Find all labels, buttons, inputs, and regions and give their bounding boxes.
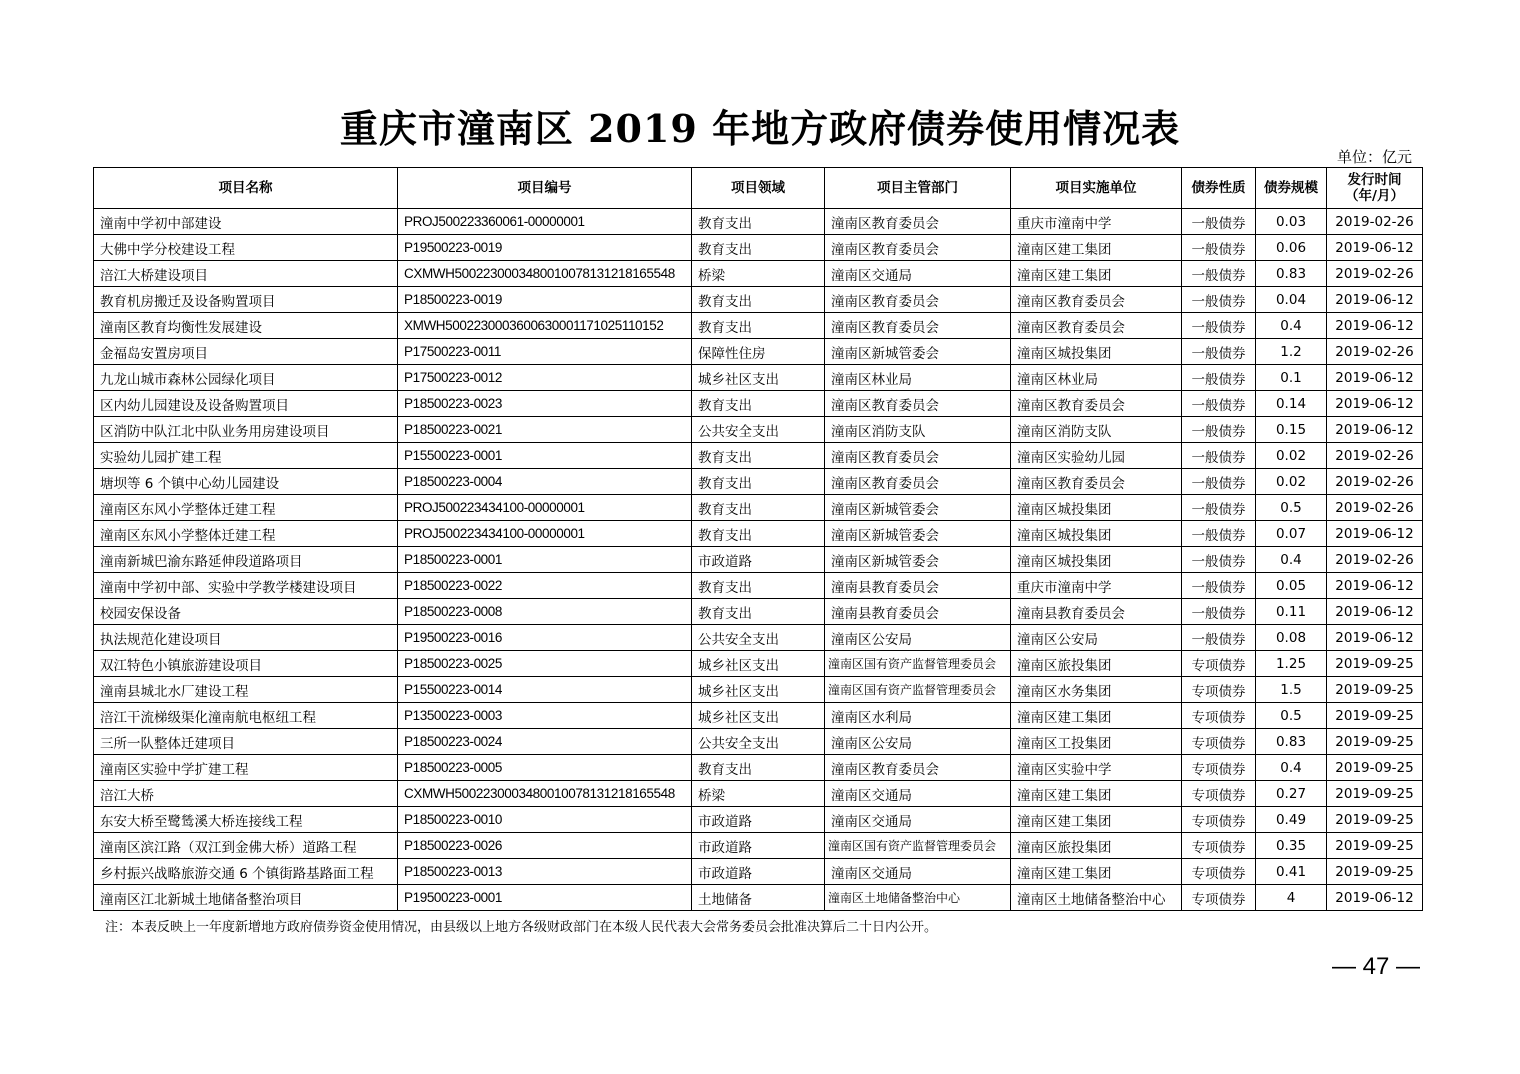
unit-label: 单位：亿元 [1336,148,1412,166]
cell-implementing-unit: 潼南区工投集团 [1011,729,1182,755]
table-row [94,859,1423,885]
cell-project-code: P17500223-0011 [398,339,692,365]
cell-issue-date: 2019-06-12 [1327,365,1423,391]
table-row [94,729,1423,755]
cell-issue-date: 2019-06-12 [1327,287,1423,313]
header-implementing-unit: 项目实施单位 [1011,168,1182,209]
table-row [94,547,1423,573]
cell-project-field: 教育支出 [692,235,825,261]
page-number: — 47 — [1331,953,1420,980]
table-row [94,599,1423,625]
cell-bond-scale: 0.41 [1256,859,1327,885]
cell-project-field: 教育支出 [692,755,825,781]
cell-project-name: 执法规范化建设项目 [94,625,398,651]
table-row [94,417,1423,443]
cell-bond-scale: 0.49 [1256,807,1327,833]
cell-project-code: P13500223-0003 [398,703,692,729]
cell-project-field: 市政道路 [692,859,825,885]
cell-project-name: 九龙山城市森林公园绿化项目 [94,365,398,391]
cell-bond-scale: 0.02 [1256,443,1327,469]
header-project-field: 项目领域 [692,168,825,209]
table-row [94,781,1423,807]
cell-implementing-unit: 潼南区实验中学 [1011,755,1182,781]
cell-bond-type: 专项债券 [1182,729,1256,755]
header-project-name: 项目名称 [94,168,398,209]
cell-bond-scale: 0.07 [1256,521,1327,547]
cell-project-field: 教育支出 [692,443,825,469]
table-row [94,469,1423,495]
cell-project-name: 潼南区江北新城土地储备整治项目 [94,885,398,911]
cell-bond-scale: 0.5 [1256,703,1327,729]
cell-project-field: 桥梁 [692,781,825,807]
cell-bond-scale: 0.83 [1256,261,1327,287]
table-row [94,235,1423,261]
cell-project-field: 城乡社区支出 [692,651,825,677]
cell-managing-dept: 潼南区国有资产监督管理委员会 [825,833,1011,859]
table-row [94,677,1423,703]
cell-implementing-unit: 潼南区建工集团 [1011,859,1182,885]
cell-project-name: 潼南中学初中部、实验中学教学楼建设项目 [94,573,398,599]
cell-bond-scale: 0.5 [1256,495,1327,521]
cell-project-field: 教育支出 [692,573,825,599]
cell-project-code: PROJ500223434100-00000001 [398,495,692,521]
table-row [94,651,1423,677]
cell-implementing-unit: 潼南区建工集团 [1011,781,1182,807]
cell-bond-scale: 0.04 [1256,287,1327,313]
header-issue-time-line2: （年/月） [1345,188,1404,204]
bond-usage-table [93,167,1423,911]
cell-bond-type: 一般债券 [1182,235,1256,261]
cell-issue-date: 2019-06-12 [1327,235,1423,261]
cell-project-code: P18500223-0026 [398,833,692,859]
cell-project-code: CXMWH50022300034800100781312181655​48 [398,261,692,287]
cell-issue-date: 2019-09-25 [1327,677,1423,703]
cell-issue-date: 2019-09-25 [1327,755,1423,781]
cell-bond-scale: 1.5 [1256,677,1327,703]
cell-issue-date: 2019-02-26 [1327,261,1423,287]
cell-bond-type: 专项债券 [1182,703,1256,729]
cell-project-field: 土地储备 [692,885,825,911]
cell-bond-scale: 0.02 [1256,469,1327,495]
cell-project-code: P18500223-0005 [398,755,692,781]
cell-project-name: 校园安保设备 [94,599,398,625]
cell-bond-type: 一般债券 [1182,339,1256,365]
cell-project-code: P19500223-0001 [398,885,692,911]
cell-bond-type: 一般债券 [1182,573,1256,599]
cell-issue-date: 2019-06-12 [1327,391,1423,417]
table-row [94,807,1423,833]
cell-bond-scale: 0.83 [1256,729,1327,755]
cell-project-field: 保障性住房 [692,339,825,365]
cell-project-field: 教育支出 [692,521,825,547]
cell-implementing-unit: 重庆市潼南中学 [1011,209,1182,235]
cell-project-code: P19500223-0016 [398,625,692,651]
cell-bond-scale: 0.4 [1256,755,1327,781]
cell-project-field: 教育支出 [692,287,825,313]
cell-project-name: 塘坝等 6 个镇中心幼儿园建设 [94,469,398,495]
cell-project-code: P19500223-0019 [398,235,692,261]
cell-managing-dept: 潼南区教育委员会 [825,755,1011,781]
cell-bond-type: 一般债券 [1182,391,1256,417]
cell-project-field: 教育支出 [692,469,825,495]
cell-managing-dept: 潼南区教育委员会 [825,443,1011,469]
cell-project-name: 涪江干流梯级渠化潼南航电枢纽工程 [94,703,398,729]
cell-issue-date: 2019-06-12 [1327,521,1423,547]
cell-project-code: P18500223-0013 [398,859,692,885]
table-row [94,287,1423,313]
cell-project-code: P15500223-0014 [398,677,692,703]
table-row [94,495,1423,521]
cell-issue-date: 2019-09-25 [1327,651,1423,677]
cell-project-field: 教育支出 [692,209,825,235]
cell-project-field: 教育支出 [692,599,825,625]
cell-implementing-unit: 潼南区教育委员会 [1011,469,1182,495]
cell-implementing-unit: 潼南区水务集团 [1011,677,1182,703]
cell-project-field: 市政道路 [692,547,825,573]
cell-implementing-unit: 潼南区城投集团 [1011,339,1182,365]
cell-bond-type: 一般债券 [1182,209,1256,235]
cell-project-name: 涪江大桥 [94,781,398,807]
cell-implementing-unit: 潼南县教育委员会 [1011,599,1182,625]
cell-bond-scale: 0.03 [1256,209,1327,235]
table-row [94,391,1423,417]
cell-managing-dept: 潼南区交通局 [825,859,1011,885]
table-row [94,339,1423,365]
cell-project-code: P18500223-0010 [398,807,692,833]
cell-project-code: P18500223-0023 [398,391,692,417]
cell-implementing-unit: 潼南区旅投集团 [1011,651,1182,677]
cell-implementing-unit: 潼南区教育委员会 [1011,391,1182,417]
cell-project-field: 桥梁 [692,261,825,287]
cell-bond-type: 专项债券 [1182,781,1256,807]
cell-project-name: 实验幼儿园扩建工程 [94,443,398,469]
cell-issue-date: 2019-02-26 [1327,495,1423,521]
cell-managing-dept: 潼南区国有资产监督管理委员会 [825,677,1011,703]
table-row [94,755,1423,781]
table-header-row [94,168,1423,209]
cell-bond-scale: 0.1 [1256,365,1327,391]
cell-implementing-unit: 潼南区土地储备整治中心 [1011,885,1182,911]
cell-project-code: P18500223-0022 [398,573,692,599]
cell-managing-dept: 潼南区消防支队 [825,417,1011,443]
cell-managing-dept: 潼南区新城管委会 [825,339,1011,365]
cell-bond-scale: 1.2 [1256,339,1327,365]
cell-bond-scale: 0.35 [1256,833,1327,859]
cell-implementing-unit: 潼南区建工集团 [1011,235,1182,261]
cell-issue-date: 2019-02-26 [1327,469,1423,495]
cell-managing-dept: 潼南区交通局 [825,807,1011,833]
header-project-code: 项目编号 [398,168,692,209]
cell-project-code: CXMWH5002230003480010078131218165548 [398,781,692,807]
cell-bond-type: 一般债券 [1182,625,1256,651]
cell-issue-date: 2019-06-12 [1327,625,1423,651]
cell-project-field: 城乡社区支出 [692,365,825,391]
table-row [94,573,1423,599]
cell-project-field: 公共安全支出 [692,729,825,755]
cell-bond-scale: 0.05 [1256,573,1327,599]
cell-issue-date: 2019-06-12 [1327,313,1423,339]
cell-managing-dept: 潼南县教育委员会 [825,573,1011,599]
header-issue-time-line1: 发行时间 [1347,172,1402,188]
cell-project-name: 三所一队整体迁建项目 [94,729,398,755]
cell-project-name: 教育机房搬迁及设备购置项目 [94,287,398,313]
table-row [94,365,1423,391]
cell-project-code: PROJ500223434100-00000001 [398,521,692,547]
cell-project-code: P18500223-0019 [398,287,692,313]
header-issue-time [1327,168,1423,209]
table-body [94,209,1423,911]
cell-bond-scale: 0.4 [1256,547,1327,573]
cell-project-name: 涪江大桥建设项目 [94,261,398,287]
footnote: 注：本表反映上一年度新增地方政府债券资金使用情况，由县级以上地方各级财政部门在本级人民代表大会常务委员会批准决算后二十日内公开。 [105,920,938,935]
cell-bond-type: 专项债券 [1182,885,1256,911]
cell-implementing-unit: 潼南区建工集团 [1011,261,1182,287]
cell-bond-type: 专项债券 [1182,677,1256,703]
cell-issue-date: 2019-06-12 [1327,573,1423,599]
cell-bond-type: 一般债券 [1182,469,1256,495]
cell-project-name: 潼南县城北水厂建设工程 [94,677,398,703]
table-row [94,833,1423,859]
cell-implementing-unit: 潼南区林业局 [1011,365,1182,391]
cell-bond-type: 一般债券 [1182,287,1256,313]
page-title: 重庆市潼南区 2019 年地方政府债券使用情况表 [339,106,1181,151]
cell-project-code: P17500223-0012 [398,365,692,391]
cell-project-code: P15500223-0001 [398,443,692,469]
cell-issue-date: 2019-06-12 [1327,417,1423,443]
cell-project-field: 公共安全支出 [692,625,825,651]
cell-project-code: P18500223-0021 [398,417,692,443]
table-row [94,209,1423,235]
cell-issue-date: 2019-02-26 [1327,209,1423,235]
table-row [94,885,1423,911]
cell-project-name: 潼南区滨江路（双江到金佛大桥）道路工程 [94,833,398,859]
table-row [94,521,1423,547]
cell-project-field: 公共安全支出 [692,417,825,443]
cell-managing-dept: 潼南县教育委员会 [825,599,1011,625]
cell-project-name: 潼南区东风小学整体迁建工程 [94,521,398,547]
cell-project-code: P18500223-0008 [398,599,692,625]
cell-bond-scale: 0.15 [1256,417,1327,443]
cell-managing-dept: 潼南区新城管委会 [825,495,1011,521]
cell-bond-scale: 4 [1256,885,1327,911]
cell-managing-dept: 潼南区教育委员会 [825,391,1011,417]
cell-bond-scale: 0.14 [1256,391,1327,417]
cell-managing-dept: 潼南区教育委员会 [825,235,1011,261]
cell-bond-type: 一般债券 [1182,417,1256,443]
cell-bond-type: 一般债券 [1182,521,1256,547]
cell-implementing-unit: 潼南区教育委员会 [1011,287,1182,313]
cell-implementing-unit: 潼南区教育委员会 [1011,313,1182,339]
cell-project-field: 教育支出 [692,391,825,417]
header-managing-dept: 项目主管部门 [825,168,1011,209]
cell-bond-scale: 0.08 [1256,625,1327,651]
cell-project-name: 乡村振兴战略旅游交通 6 个镇街路基路面工程 [94,859,398,885]
cell-issue-date: 2019-09-25 [1327,807,1423,833]
cell-project-field: 市政道路 [692,807,825,833]
cell-managing-dept: 潼南区林业局 [825,365,1011,391]
cell-bond-type: 一般债券 [1182,599,1256,625]
cell-project-name: 金福岛安置房项目 [94,339,398,365]
cell-bond-type: 一般债券 [1182,547,1256,573]
cell-implementing-unit: 潼南区建工集团 [1011,703,1182,729]
cell-bond-type: 一般债券 [1182,365,1256,391]
cell-implementing-unit: 潼南区旅投集团 [1011,833,1182,859]
cell-bond-type: 专项债券 [1182,807,1256,833]
cell-implementing-unit: 潼南区实验幼儿园 [1011,443,1182,469]
cell-bond-scale: 0.27 [1256,781,1327,807]
cell-project-field: 教育支出 [692,495,825,521]
cell-managing-dept: 潼南区教育委员会 [825,209,1011,235]
cell-bond-scale: 0.4 [1256,313,1327,339]
cell-project-name: 潼南新城巴渝东路延伸段道路项目 [94,547,398,573]
cell-project-name: 东安大桥至鹭鸶溪大桥连接线工程 [94,807,398,833]
table-row [94,261,1423,287]
cell-implementing-unit: 潼南区城投集团 [1011,495,1182,521]
cell-implementing-unit: 潼南区公安局 [1011,625,1182,651]
cell-implementing-unit: 潼南区城投集团 [1011,521,1182,547]
cell-implementing-unit: 潼南区城投集团 [1011,547,1182,573]
cell-managing-dept: 潼南区新城管委会 [825,547,1011,573]
cell-project-name: 大佛中学分校建设工程 [94,235,398,261]
table-row [94,313,1423,339]
cell-managing-dept: 潼南区交通局 [825,781,1011,807]
cell-project-name: 双江特色小镇旅游建设项目 [94,651,398,677]
table-row [94,443,1423,469]
cell-project-code: P18500223-0001 [398,547,692,573]
cell-project-code: P18500223-0004 [398,469,692,495]
cell-issue-date: 2019-02-26 [1327,547,1423,573]
cell-project-name: 潼南区实验中学扩建工程 [94,755,398,781]
cell-project-name: 潼南中学初中部建设 [94,209,398,235]
cell-project-name: 区消防中队江北中队业务用房建设项目 [94,417,398,443]
cell-project-code: XMWH5002230003600630001171025110152 [398,313,692,339]
header-bond-scale: 债券规模 [1256,168,1327,209]
cell-managing-dept: 潼南区水利局 [825,703,1011,729]
cell-issue-date: 2019-09-25 [1327,781,1423,807]
cell-project-code: P18500223-0025 [398,651,692,677]
table-row [94,625,1423,651]
cell-project-field: 城乡社区支出 [692,677,825,703]
cell-implementing-unit: 潼南区消防支队 [1011,417,1182,443]
cell-managing-dept: 潼南区国有资产监督管理委员会 [825,651,1011,677]
cell-bond-scale: 0.11 [1256,599,1327,625]
cell-implementing-unit: 重庆市潼南中学 [1011,573,1182,599]
cell-bond-type: 一般债券 [1182,313,1256,339]
cell-managing-dept: 潼南区新城管委会 [825,521,1011,547]
cell-project-name: 区内幼儿园建设及设备购置项目 [94,391,398,417]
cell-managing-dept: 潼南区土地储备整治中心 [825,885,1011,911]
cell-project-field: 市政道路 [692,833,825,859]
cell-managing-dept: 潼南区教育委员会 [825,313,1011,339]
cell-bond-type: 专项债券 [1182,755,1256,781]
cell-issue-date: 2019-02-26 [1327,339,1423,365]
cell-project-field: 城乡社区支出 [692,703,825,729]
cell-implementing-unit: 潼南区建工集团 [1011,807,1182,833]
cell-bond-type: 专项债券 [1182,833,1256,859]
cell-project-code: P18500223-0024 [398,729,692,755]
cell-issue-date: 2019-02-26 [1327,443,1423,469]
cell-bond-type: 一般债券 [1182,495,1256,521]
cell-project-name: 潼南区教育均衡性发展建设 [94,313,398,339]
cell-issue-date: 2019-06-12 [1327,885,1423,911]
header-bond-type: 债券性质 [1182,168,1256,209]
cell-managing-dept: 潼南区公安局 [825,729,1011,755]
cell-bond-type: 专项债券 [1182,651,1256,677]
cell-issue-date: 2019-09-25 [1327,703,1423,729]
cell-bond-type: 一般债券 [1182,261,1256,287]
cell-managing-dept: 潼南区公安局 [825,625,1011,651]
cell-bond-scale: 1.25 [1256,651,1327,677]
cell-bond-type: 一般债券 [1182,443,1256,469]
cell-managing-dept: 潼南区教育委员会 [825,469,1011,495]
cell-managing-dept: 潼南区交通局 [825,261,1011,287]
cell-issue-date: 2019-06-12 [1327,599,1423,625]
cell-managing-dept: 潼南区教育委员会 [825,287,1011,313]
cell-bond-type: 专项债券 [1182,859,1256,885]
cell-project-field: 教育支出 [692,313,825,339]
cell-project-name: 潼南区东风小学整体迁建工程 [94,495,398,521]
cell-bond-scale: 0.06 [1256,235,1327,261]
cell-project-code: PROJ500223360061-00000001 [398,209,692,235]
cell-issue-date: 2019-09-25 [1327,833,1423,859]
cell-issue-date: 2019-09-25 [1327,859,1423,885]
cell-issue-date: 2019-09-25 [1327,729,1423,755]
table-row [94,703,1423,729]
